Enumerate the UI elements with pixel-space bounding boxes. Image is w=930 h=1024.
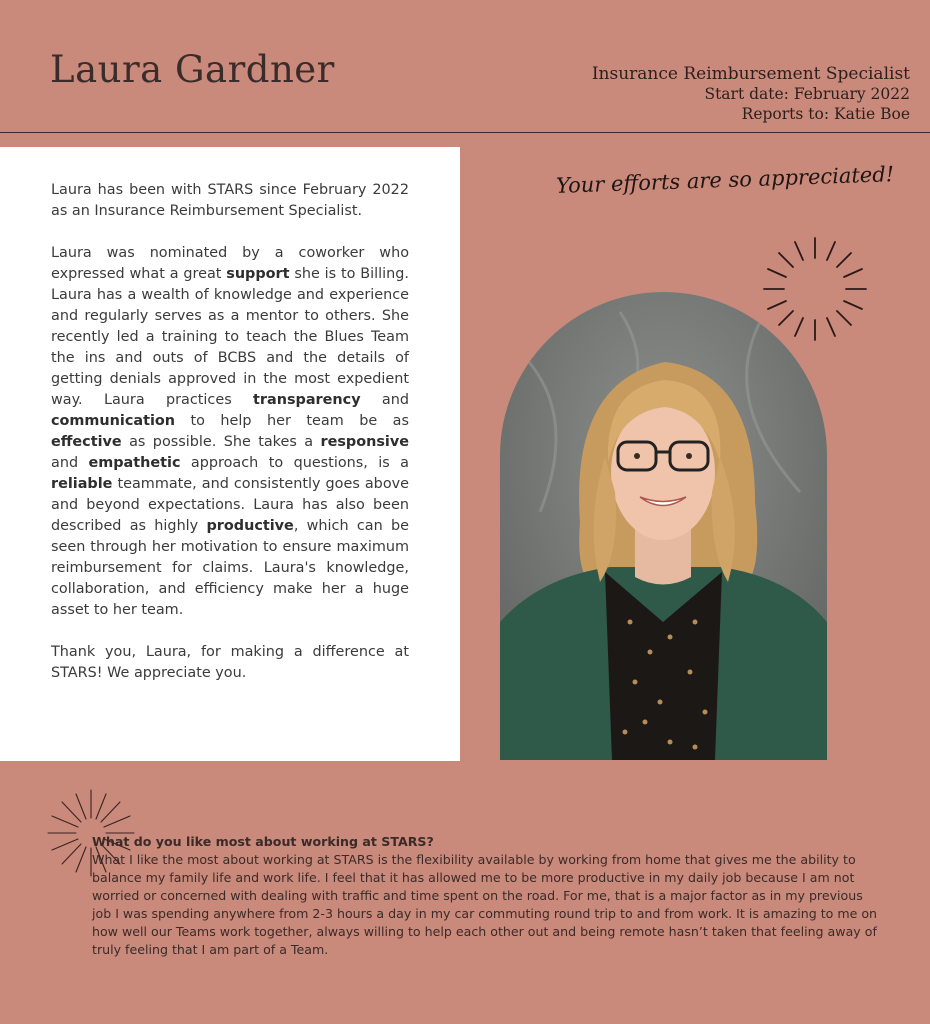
text-run: approach to questions, is a bbox=[180, 455, 409, 471]
nomination-paragraph bbox=[51, 243, 409, 621]
text-run: as possible. She takes a bbox=[121, 434, 321, 450]
start-date: Start date: February 2022 bbox=[704, 85, 910, 103]
keyword-responsive: responsive bbox=[320, 434, 409, 450]
keyword-reliable: reliable bbox=[51, 476, 113, 492]
qa-question: What do you like most about working at STARS? bbox=[92, 834, 434, 849]
keyword-effective: effective bbox=[51, 434, 122, 450]
sunburst-icon bbox=[758, 232, 872, 346]
job-title: Insurance Reimbursement Specialist bbox=[591, 64, 910, 84]
profile-text bbox=[51, 180, 409, 705]
text-run: Laura was nominated by a coworker who expressed what a great bbox=[51, 245, 409, 282]
portrait-illustration bbox=[500, 292, 827, 760]
keyword-productive: productive bbox=[206, 518, 294, 534]
thank-you-paragraph: Thank you, Laura, for making a difference at STARS! We appreciate you. bbox=[51, 644, 409, 681]
keyword-transparency: transparency bbox=[253, 392, 361, 408]
text-run: teammate, and consistently goes above and beyond expectations. Laura has also been described as highly bbox=[51, 476, 409, 534]
qa-section bbox=[92, 833, 884, 959]
keyword-communication: communication bbox=[51, 413, 176, 429]
header-divider bbox=[0, 132, 930, 133]
portrait-photo bbox=[500, 292, 827, 760]
keyword-support: support bbox=[226, 266, 290, 282]
reports-to: Reports to: Katie Boe bbox=[741, 105, 910, 123]
text-run: she is to Billing. Laura has a wealth of knowledge and experience and regularly serves as a mentor to others. She recently led a training to teach the Blues Team the ins and outs of BCBS and the details of getting denials approved in the most expedient way. Laura practices bbox=[51, 266, 409, 408]
text-run: to help her team be as bbox=[175, 413, 409, 429]
employee-meta bbox=[592, 64, 910, 124]
text-run: and bbox=[360, 392, 409, 408]
employee-name: Laura Gardner bbox=[50, 48, 335, 91]
text-run: , which can be seen through her motivation to ensure maximum reimbursement for claims. Laura's knowledge, collaboration, and efficiency make her a huge asset to her team. bbox=[51, 518, 409, 618]
intro-paragraph: Laura has been with STARS since February 2022 as an Insurance Reimbursement Specialist. bbox=[51, 182, 409, 219]
appreciation-tagline: Your efforts are so appreciated! bbox=[555, 162, 895, 198]
keyword-empathetic: empathetic bbox=[88, 455, 181, 471]
text-run: and bbox=[51, 455, 89, 471]
qa-answer: What I like the most about working at STARS is the flexibility available by working from home that gives me the ability to balance my family life and work life. I feel that it has allowed me to be more productive in my daily job because I am not worried or concerned with dealing with traffic and time spent on the road. For me, that is a major factor as in my previous job I was spending anywhere from 2-3 hours a day in my car commuting round trip to and from work. It is amazing to me on how well our Teams work together, always willing to help each other out and being remote hasn’t taken that feeling away of truly feeling that I am part of a Team. bbox=[92, 852, 878, 957]
